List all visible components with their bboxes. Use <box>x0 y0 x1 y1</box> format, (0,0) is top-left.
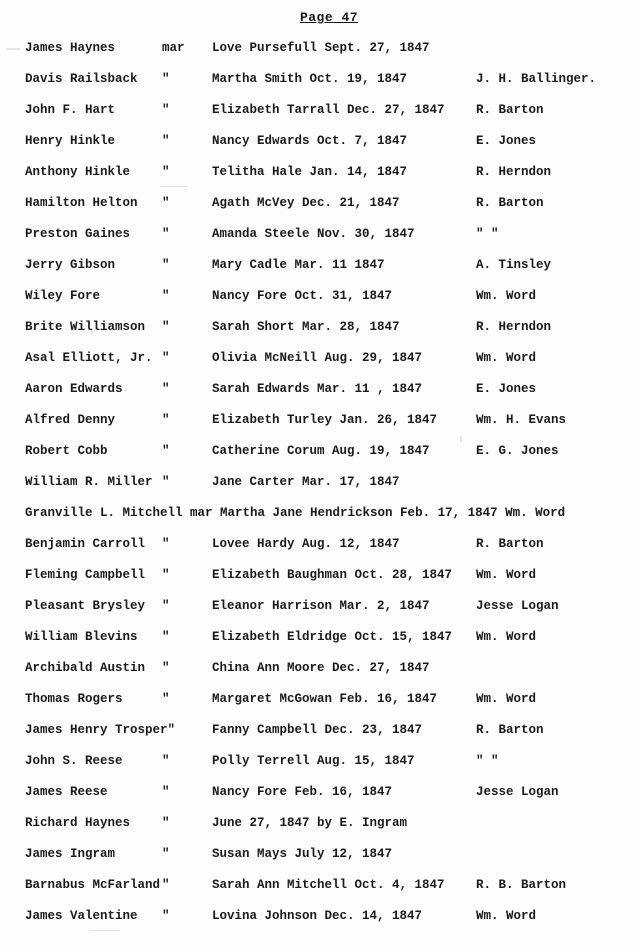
record-row <box>0 410 640 441</box>
officiant: Wm. Word <box>476 630 537 644</box>
officiant: R. Barton <box>476 537 544 551</box>
mar-mark: " <box>162 754 170 768</box>
groom-name: Preston Gaines <box>25 227 131 241</box>
record-row <box>0 689 640 720</box>
record-row <box>0 627 640 658</box>
record-row <box>0 255 640 286</box>
groom-name: Richard Haynes <box>25 816 131 830</box>
officiant: Jesse Logan <box>476 785 559 799</box>
officiant: E. G. Jones <box>476 444 559 458</box>
groom-name: Hamilton Helton <box>25 196 138 210</box>
record-row <box>0 534 640 565</box>
bride-and-date: Elizabeth Eldridge Oct. 15, 1847 <box>212 630 453 644</box>
record-row <box>0 162 640 193</box>
officiant: Wm. Word <box>476 568 537 582</box>
record-row <box>0 100 640 131</box>
bride-and-date: China Ann Moore Dec. 27, 1847 <box>212 661 430 675</box>
record-row <box>0 813 640 844</box>
officiant: E. Jones <box>476 382 537 396</box>
record-row <box>0 441 640 472</box>
bride-and-date: Nancy Fore Oct. 31, 1847 <box>212 289 393 303</box>
officiant: J. H. Ballinger. <box>476 72 597 86</box>
record-row <box>0 348 640 379</box>
mar-mark: " <box>162 382 170 396</box>
officiant: R. B. Barton <box>476 878 567 892</box>
record-row <box>0 720 640 751</box>
officiant: A. Tinsley <box>476 258 552 272</box>
record-row <box>0 379 640 410</box>
mar-mark: " <box>162 196 170 210</box>
bride-and-date: Lovina Johnson Dec. 14, 1847 <box>212 909 423 923</box>
officiant: R. Herndon <box>476 320 552 334</box>
groom-name: Henry Hinkle <box>25 134 116 148</box>
officiant: " " <box>476 754 499 768</box>
mar-mark: " <box>162 785 170 799</box>
record-row-full-line <box>0 503 640 534</box>
officiant: Jesse Logan <box>476 599 559 613</box>
mar-mark: " <box>162 320 170 334</box>
mar-mark: " <box>162 103 170 117</box>
bride-and-date: Amanda Steele Nov. 30, 1847 <box>212 227 415 241</box>
groom-name: Jerry Gibson <box>25 258 116 272</box>
bride-and-date: Olivia McNeill Aug. 29, 1847 <box>212 351 423 365</box>
officiant: R. Barton <box>476 723 544 737</box>
record-row <box>0 224 640 255</box>
bride-and-date: June 27, 1847 by E. Ingram <box>212 816 408 830</box>
groom-name: William R. Miller <box>25 475 153 489</box>
mar-mark: " <box>162 227 170 241</box>
mar-mark: " <box>162 630 170 644</box>
record-row <box>0 286 640 317</box>
groom-name: Davis Railsback <box>25 72 138 86</box>
officiant: Wm. Word <box>476 692 537 706</box>
groom-name: James Haynes <box>25 41 116 55</box>
groom-name: Archibald Austin <box>25 661 146 675</box>
officiant: R. Barton <box>476 196 544 210</box>
groom-name: William Blevins <box>25 630 138 644</box>
officiant: E. Jones <box>476 134 537 148</box>
mar-mark: " <box>162 599 170 613</box>
mar-mark: " <box>162 258 170 272</box>
mar-mark: " <box>162 692 170 706</box>
mar-mark: " <box>162 568 170 582</box>
groom-name: Pleasant Brysley <box>25 599 146 613</box>
mar-mark: " <box>162 537 170 551</box>
record-row <box>0 472 640 503</box>
groom-name: James Valentine <box>25 909 138 923</box>
groom-name: Alfred Denny <box>25 413 116 427</box>
groom-name: James Reese <box>25 785 108 799</box>
bride-and-date: Jane Carter Mar. 17, 1847 <box>212 475 400 489</box>
mar-mark: " <box>162 909 170 923</box>
groom-name: Wiley Fore <box>25 289 101 303</box>
bride-and-date: Martha Smith Oct. 19, 1847 <box>212 72 408 86</box>
record-row <box>0 38 640 69</box>
bride-and-date: Telitha Hale Jan. 14, 1847 <box>212 165 408 179</box>
officiant: R. Herndon <box>476 165 552 179</box>
groom-name: Asal Elliott, Jr. <box>25 351 153 365</box>
record-row <box>0 596 640 627</box>
full-record-text: Granville L. Mitchell mar Martha Jane Hendrickson Feb. 17, 1847 Wm. Word <box>25 506 566 520</box>
groom-name: James Henry Trosper" <box>25 723 176 737</box>
mar-mark: " <box>162 816 170 830</box>
groom-name: Brite Williamson <box>25 320 146 334</box>
record-row <box>0 131 640 162</box>
officiant: R. Barton <box>476 103 544 117</box>
groom-name: Thomas Rogers <box>25 692 123 706</box>
bride-and-date: Susan Mays July 12, 1847 <box>212 847 393 861</box>
bride-and-date: Polly Terrell Aug. 15, 1847 <box>212 754 415 768</box>
scan-speck <box>460 436 462 442</box>
bride-and-date: Elizabeth Baughman Oct. 28, 1847 <box>212 568 453 582</box>
bride-and-date: Sarah Ann Mitchell Oct. 4, 1847 <box>212 878 445 892</box>
mar-mark: " <box>162 878 170 892</box>
bride-and-date: Nancy Edwards Oct. 7, 1847 <box>212 134 408 148</box>
record-row <box>0 69 640 100</box>
record-row <box>0 565 640 596</box>
bride-and-date: Elizabeth Turley Jan. 26, 1847 <box>212 413 438 427</box>
officiant: Wm. H. Evans <box>476 413 567 427</box>
scan-speck <box>90 930 120 931</box>
record-row <box>0 317 640 348</box>
bride-and-date: Sarah Edwards Mar. 11 , 1847 <box>212 382 423 396</box>
bride-and-date: Elizabeth Tarrall Dec. 27, 1847 <box>212 103 445 117</box>
groom-name: Aaron Edwards <box>25 382 123 396</box>
mar-mark: " <box>162 444 170 458</box>
bride-and-date: Lovee Hardy Aug. 12, 1847 <box>212 537 400 551</box>
bride-and-date: Sarah Short Mar. 28, 1847 <box>212 320 400 334</box>
groom-name: Benjamin Carroll <box>25 537 146 551</box>
bride-and-date: Mary Cadle Mar. 11 1847 <box>212 258 385 272</box>
record-row <box>0 782 640 813</box>
bride-and-date: Margaret McGowan Feb. 16, 1847 <box>212 692 438 706</box>
mar-mark: " <box>162 661 170 675</box>
marriage-records-list <box>0 38 640 937</box>
mar-mark: " <box>162 289 170 303</box>
bride-and-date: Eleanor Harrison Mar. 2, 1847 <box>212 599 430 613</box>
bride-and-date: Nancy Fore Feb. 16, 1847 <box>212 785 393 799</box>
mar-mark: " <box>162 165 170 179</box>
officiant: Wm. Word <box>476 289 537 303</box>
page-title: Page 47 <box>299 10 359 25</box>
mar-mark: " <box>162 475 170 489</box>
record-row <box>0 658 640 689</box>
scan-speck <box>160 186 188 187</box>
groom-name: Robert Cobb <box>25 444 108 458</box>
officiant: " " <box>476 227 499 241</box>
groom-name: Anthony Hinkle <box>25 165 131 179</box>
groom-name: Fleming Campbell <box>25 568 146 582</box>
mar-mark: " <box>162 413 170 427</box>
officiant: Wm. Word <box>476 909 537 923</box>
mar-mark: " <box>162 351 170 365</box>
groom-name: John S. Reese <box>25 754 123 768</box>
officiant: Wm. Word <box>476 351 537 365</box>
mar-mark: " <box>162 134 170 148</box>
groom-name: Barnabus McFarland <box>25 878 161 892</box>
groom-name: John F. Hart <box>25 103 116 117</box>
record-row <box>0 751 640 782</box>
bride-and-date: Agath McVey Dec. 21, 1847 <box>212 196 400 210</box>
mar-mark: " <box>162 72 170 86</box>
groom-name: James Ingram <box>25 847 116 861</box>
bride-and-date: Love Pursefull Sept. 27, 1847 <box>212 41 430 55</box>
mar-mark: " <box>162 847 170 861</box>
record-row <box>0 906 640 937</box>
scan-speck <box>6 48 20 50</box>
bride-and-date: Fanny Campbell Dec. 23, 1847 <box>212 723 423 737</box>
record-row <box>0 844 640 875</box>
mar-mark: mar <box>162 41 185 55</box>
record-row <box>0 875 640 906</box>
record-row <box>0 193 640 224</box>
bride-and-date: Catherine Corum Aug. 19, 1847 <box>212 444 430 458</box>
